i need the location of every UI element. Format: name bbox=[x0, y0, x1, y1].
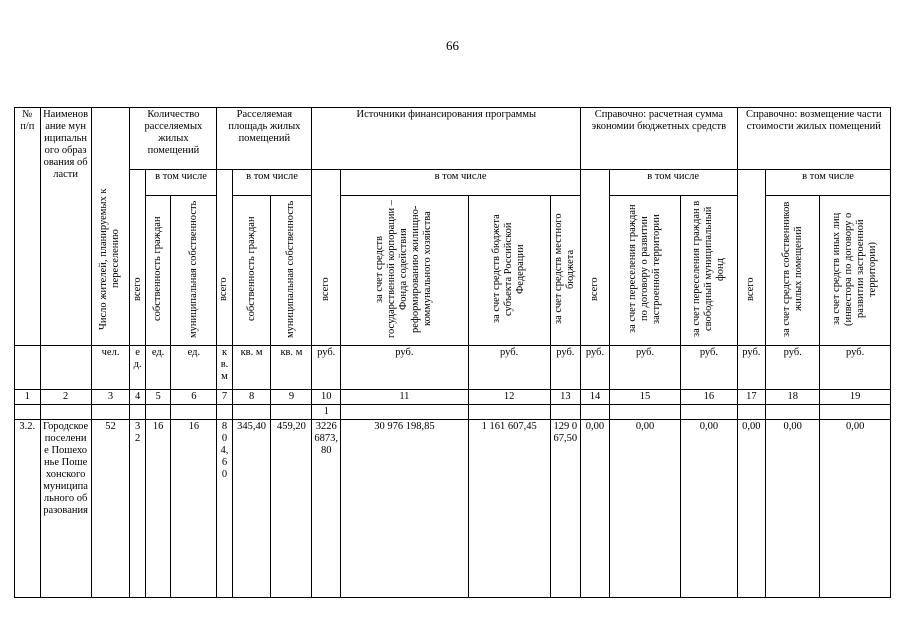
col-number: 2 bbox=[40, 390, 91, 405]
unit-19: руб. bbox=[820, 346, 891, 390]
reimb-owners-cell bbox=[766, 196, 820, 346]
header-qty: Количество расселяемых жилых помещений bbox=[130, 108, 217, 170]
area-own: собственность граждан bbox=[245, 216, 257, 322]
unit-11: руб. bbox=[341, 346, 469, 390]
fin-fund-cell bbox=[341, 196, 469, 346]
fin-total: всего bbox=[320, 277, 332, 301]
header-area: Расселяемая площадь жилых помещений bbox=[217, 108, 312, 170]
fin-total-cell bbox=[312, 170, 341, 346]
fin-subject: за счет средств бюджета субъекта Российской Федерации bbox=[491, 214, 527, 324]
col-number: 7 bbox=[217, 390, 232, 405]
row-reimb-owners: 0,00 bbox=[766, 420, 820, 598]
program-table bbox=[14, 107, 891, 598]
row-sav-total: 0,00 bbox=[581, 420, 610, 598]
unit-6: ед. bbox=[171, 346, 217, 390]
split-number: 1 bbox=[312, 405, 341, 420]
qty-own-cell bbox=[145, 196, 171, 346]
header-residents-cell bbox=[91, 108, 130, 346]
col-number: 14 bbox=[581, 390, 610, 405]
unit-3: чел. bbox=[91, 346, 130, 390]
reimb-incl: в том числе bbox=[766, 170, 891, 196]
area-mun: муниципальная собственность bbox=[285, 200, 297, 338]
unit-15: руб. bbox=[609, 346, 681, 390]
unit-16: руб. bbox=[681, 346, 737, 390]
col-number: 17 bbox=[737, 390, 766, 405]
col-number: 9 bbox=[271, 390, 312, 405]
unit-1 bbox=[15, 346, 41, 390]
unit-7: кв. м bbox=[217, 346, 232, 390]
col-number: 16 bbox=[681, 390, 737, 405]
unit-2 bbox=[40, 346, 91, 390]
qty-mun: муниципальная собственность bbox=[187, 200, 199, 338]
reimb-others-cell bbox=[820, 196, 891, 346]
col-number: 3 bbox=[91, 390, 130, 405]
unit-12: руб. bbox=[468, 346, 550, 390]
row-sav-agreement: 0,00 bbox=[609, 420, 681, 598]
unit-14: руб. bbox=[581, 346, 610, 390]
header-name: Наименование муниципального образования области bbox=[40, 108, 91, 346]
header-finance: Источники финансирования программы bbox=[312, 108, 581, 170]
header-row-2 bbox=[15, 170, 891, 196]
sav-free-cell bbox=[681, 196, 737, 346]
row-fin-fund: 30 976 198,85 bbox=[341, 420, 469, 598]
col-number: 11 bbox=[341, 390, 469, 405]
fin-subject-cell bbox=[468, 196, 550, 346]
reimb-owners: за счет средств собственников жилых помещений bbox=[780, 201, 804, 337]
qty-total-cell bbox=[130, 170, 145, 346]
reimb-others: за счет средств иных лиц (инвестора по договору о развитии застроенной территории) bbox=[831, 212, 879, 326]
col-number: 18 bbox=[766, 390, 820, 405]
unit-5: ед. bbox=[145, 346, 171, 390]
col-number: 8 bbox=[232, 390, 271, 405]
row-fin-total: 32266873,80 bbox=[312, 420, 341, 598]
col-number: 4 bbox=[130, 390, 145, 405]
reimb-total-cell bbox=[737, 170, 766, 346]
area-total-cell bbox=[217, 170, 232, 346]
header-row-1 bbox=[15, 108, 891, 170]
sav-incl: в том числе bbox=[609, 170, 737, 196]
qty-incl: в том числе bbox=[145, 170, 217, 196]
unit-4: ед. bbox=[130, 346, 145, 390]
reimb-total: всего bbox=[745, 277, 757, 301]
sav-agreement: за счет переселения граждан по договору о развитии застроенной территории bbox=[627, 204, 663, 334]
unit-8: кв. м bbox=[232, 346, 271, 390]
col-number: 19 bbox=[820, 390, 891, 405]
unit-17: руб. bbox=[737, 346, 766, 390]
header-reimb: Справочно: возмещение части стоимости жилых помещений bbox=[737, 108, 890, 170]
row-name: Городское поселение Пошехонье Пошехонского муниципального образования bbox=[40, 420, 91, 598]
split-row bbox=[15, 405, 891, 420]
fin-local: за счет средств местного бюджета bbox=[553, 213, 577, 325]
col-number: 1 bbox=[15, 390, 41, 405]
row-reimb-others: 0,00 bbox=[820, 420, 891, 598]
area-total: всего bbox=[218, 277, 230, 301]
qty-mun-cell bbox=[171, 196, 217, 346]
unit-10: руб. bbox=[312, 346, 341, 390]
units-row bbox=[15, 346, 891, 390]
row-reimb-total: 0,00 bbox=[737, 420, 766, 598]
header-savings: Справочно: расчетная сумма экономии бюджетных средств bbox=[581, 108, 737, 170]
column-numbers-row bbox=[15, 390, 891, 405]
area-incl: в том числе bbox=[232, 170, 312, 196]
sav-total-cell bbox=[581, 170, 610, 346]
fin-incl: в том числе bbox=[341, 170, 581, 196]
col-number: 15 bbox=[609, 390, 681, 405]
table-row bbox=[15, 420, 891, 598]
unit-18: руб. bbox=[766, 346, 820, 390]
row-qty-total: 32 bbox=[130, 420, 145, 598]
unit-13: руб. bbox=[550, 346, 581, 390]
row-qty-mun: 16 bbox=[171, 420, 217, 598]
row-area-total: 804,60 bbox=[217, 420, 232, 598]
sav-total: всего bbox=[588, 277, 600, 301]
qty-total: всего bbox=[131, 277, 143, 301]
row-area-own: 345,40 bbox=[232, 420, 271, 598]
header-num: № п/п bbox=[15, 108, 41, 346]
fin-local-cell bbox=[550, 196, 581, 346]
area-own-cell bbox=[232, 196, 271, 346]
col-number: 12 bbox=[468, 390, 550, 405]
unit-9: кв. м bbox=[271, 346, 312, 390]
page-number: 66 bbox=[446, 38, 459, 53]
qty-own: собственность граждан bbox=[152, 216, 164, 322]
row-fin-local: 129 067,50 bbox=[550, 420, 581, 598]
col-number: 10 bbox=[312, 390, 341, 405]
col-number: 6 bbox=[171, 390, 217, 405]
sav-agreement-cell bbox=[609, 196, 681, 346]
fin-fund: за счет средств государственной корпорации – Фонда содействия реформированию жилищно-коммунального хозяйства bbox=[374, 199, 434, 339]
col-number: 5 bbox=[145, 390, 171, 405]
row-area-mun: 459,20 bbox=[271, 420, 312, 598]
row-residents: 52 bbox=[91, 420, 130, 598]
row-fin-subject: 1 161 607,45 bbox=[468, 420, 550, 598]
col-number: 13 bbox=[550, 390, 581, 405]
row-sav-free: 0,00 bbox=[681, 420, 737, 598]
sav-free: за счет переселения граждан в свободный муниципальный фонд bbox=[690, 200, 726, 338]
area-mun-cell bbox=[271, 196, 312, 346]
row-qty-own: 16 bbox=[145, 420, 171, 598]
row-num: 3.2. bbox=[15, 420, 41, 598]
header-residents: Число жителей, планируемых к переселению bbox=[97, 188, 121, 330]
